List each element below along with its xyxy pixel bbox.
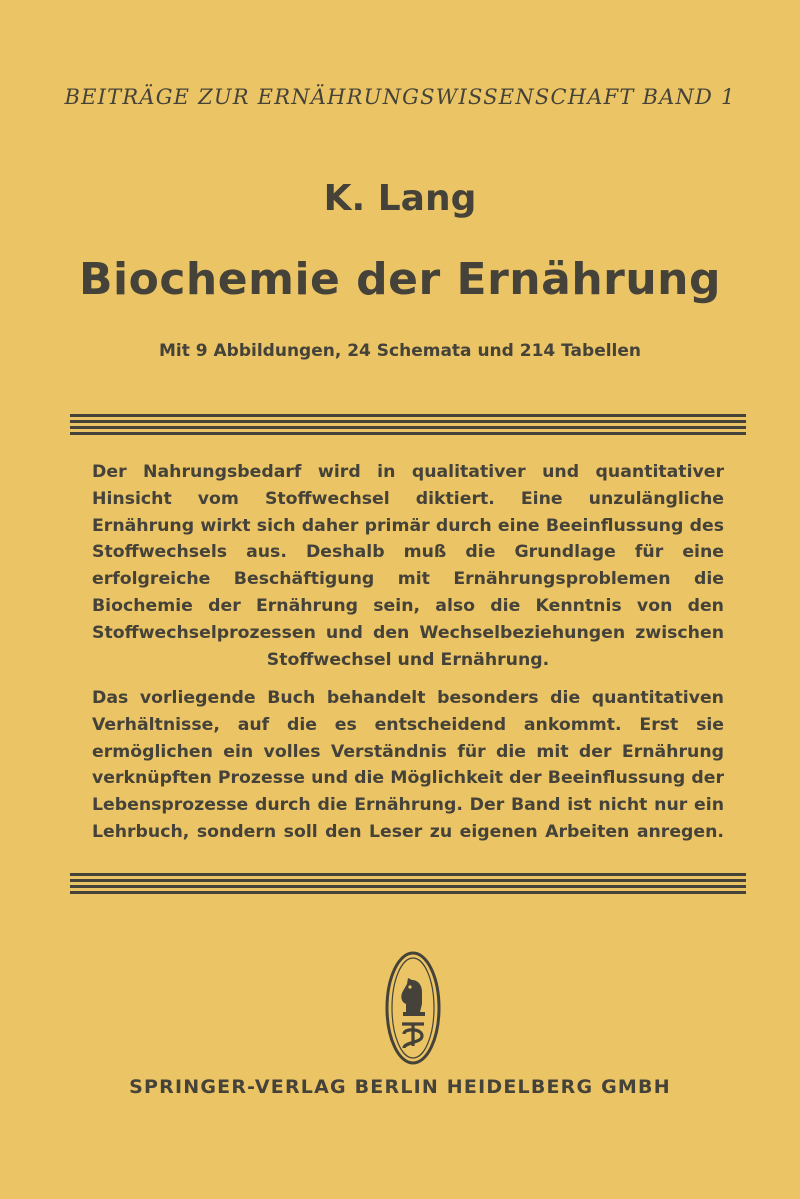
publisher-name: SPRINGER-VERLAG BERLIN HEIDELBERG GMBH: [129, 1076, 671, 1098]
description-paragraph-2: Das vorliegende Buch behandelt besonders die quantitativen Verhältnisse, auf die es entscheidend ankommt. Erst sie ermöglichen ein volles Verständnis für die mit der Ernährung verknüpften Prozesse und die Möglichkeit der Beeinflussung der Lebensprozesse durch die Ernährung. Der Band ist nicht nur ein Lehrbuch, sondern soll den Leser zu eigenen Arbeiten anregen.: [92, 688, 724, 842]
springer-knight-icon: [384, 950, 442, 1066]
description-paragraph-1: Der Nahrungsbedarf wird in qualitativer und quantitativer Hinsicht vom Stoffwechsel diktiert. Eine unzulängliche Ernährung wirkt sich daher primär durch eine Beeinflussung des Stoffwechsels aus. Deshalb muß die Grundlage für eine erfolgreiche Beschäftigung mit Ernährungsproblemen die Biochemie der Ernährung sein, also die Kenntnis von den Stoffwechselprozessen und den Wechselbeziehungen zwischen Stoffwechsel und Ernährung.: [92, 462, 724, 670]
book-subtitle: Mit 9 Abbildungen, 24 Schemata und 214 Tabellen: [158, 341, 642, 361]
book-title: Biochemie der Ernährung: [79, 254, 721, 305]
bottom-rule-divider: [70, 873, 746, 897]
top-rule-divider: [70, 414, 746, 438]
author-name: K. Lang: [323, 178, 477, 219]
series-title: BEITRÄGE ZUR ERNÄHRUNGSWISSENSCHAFT BAND 1: [64, 85, 736, 109]
